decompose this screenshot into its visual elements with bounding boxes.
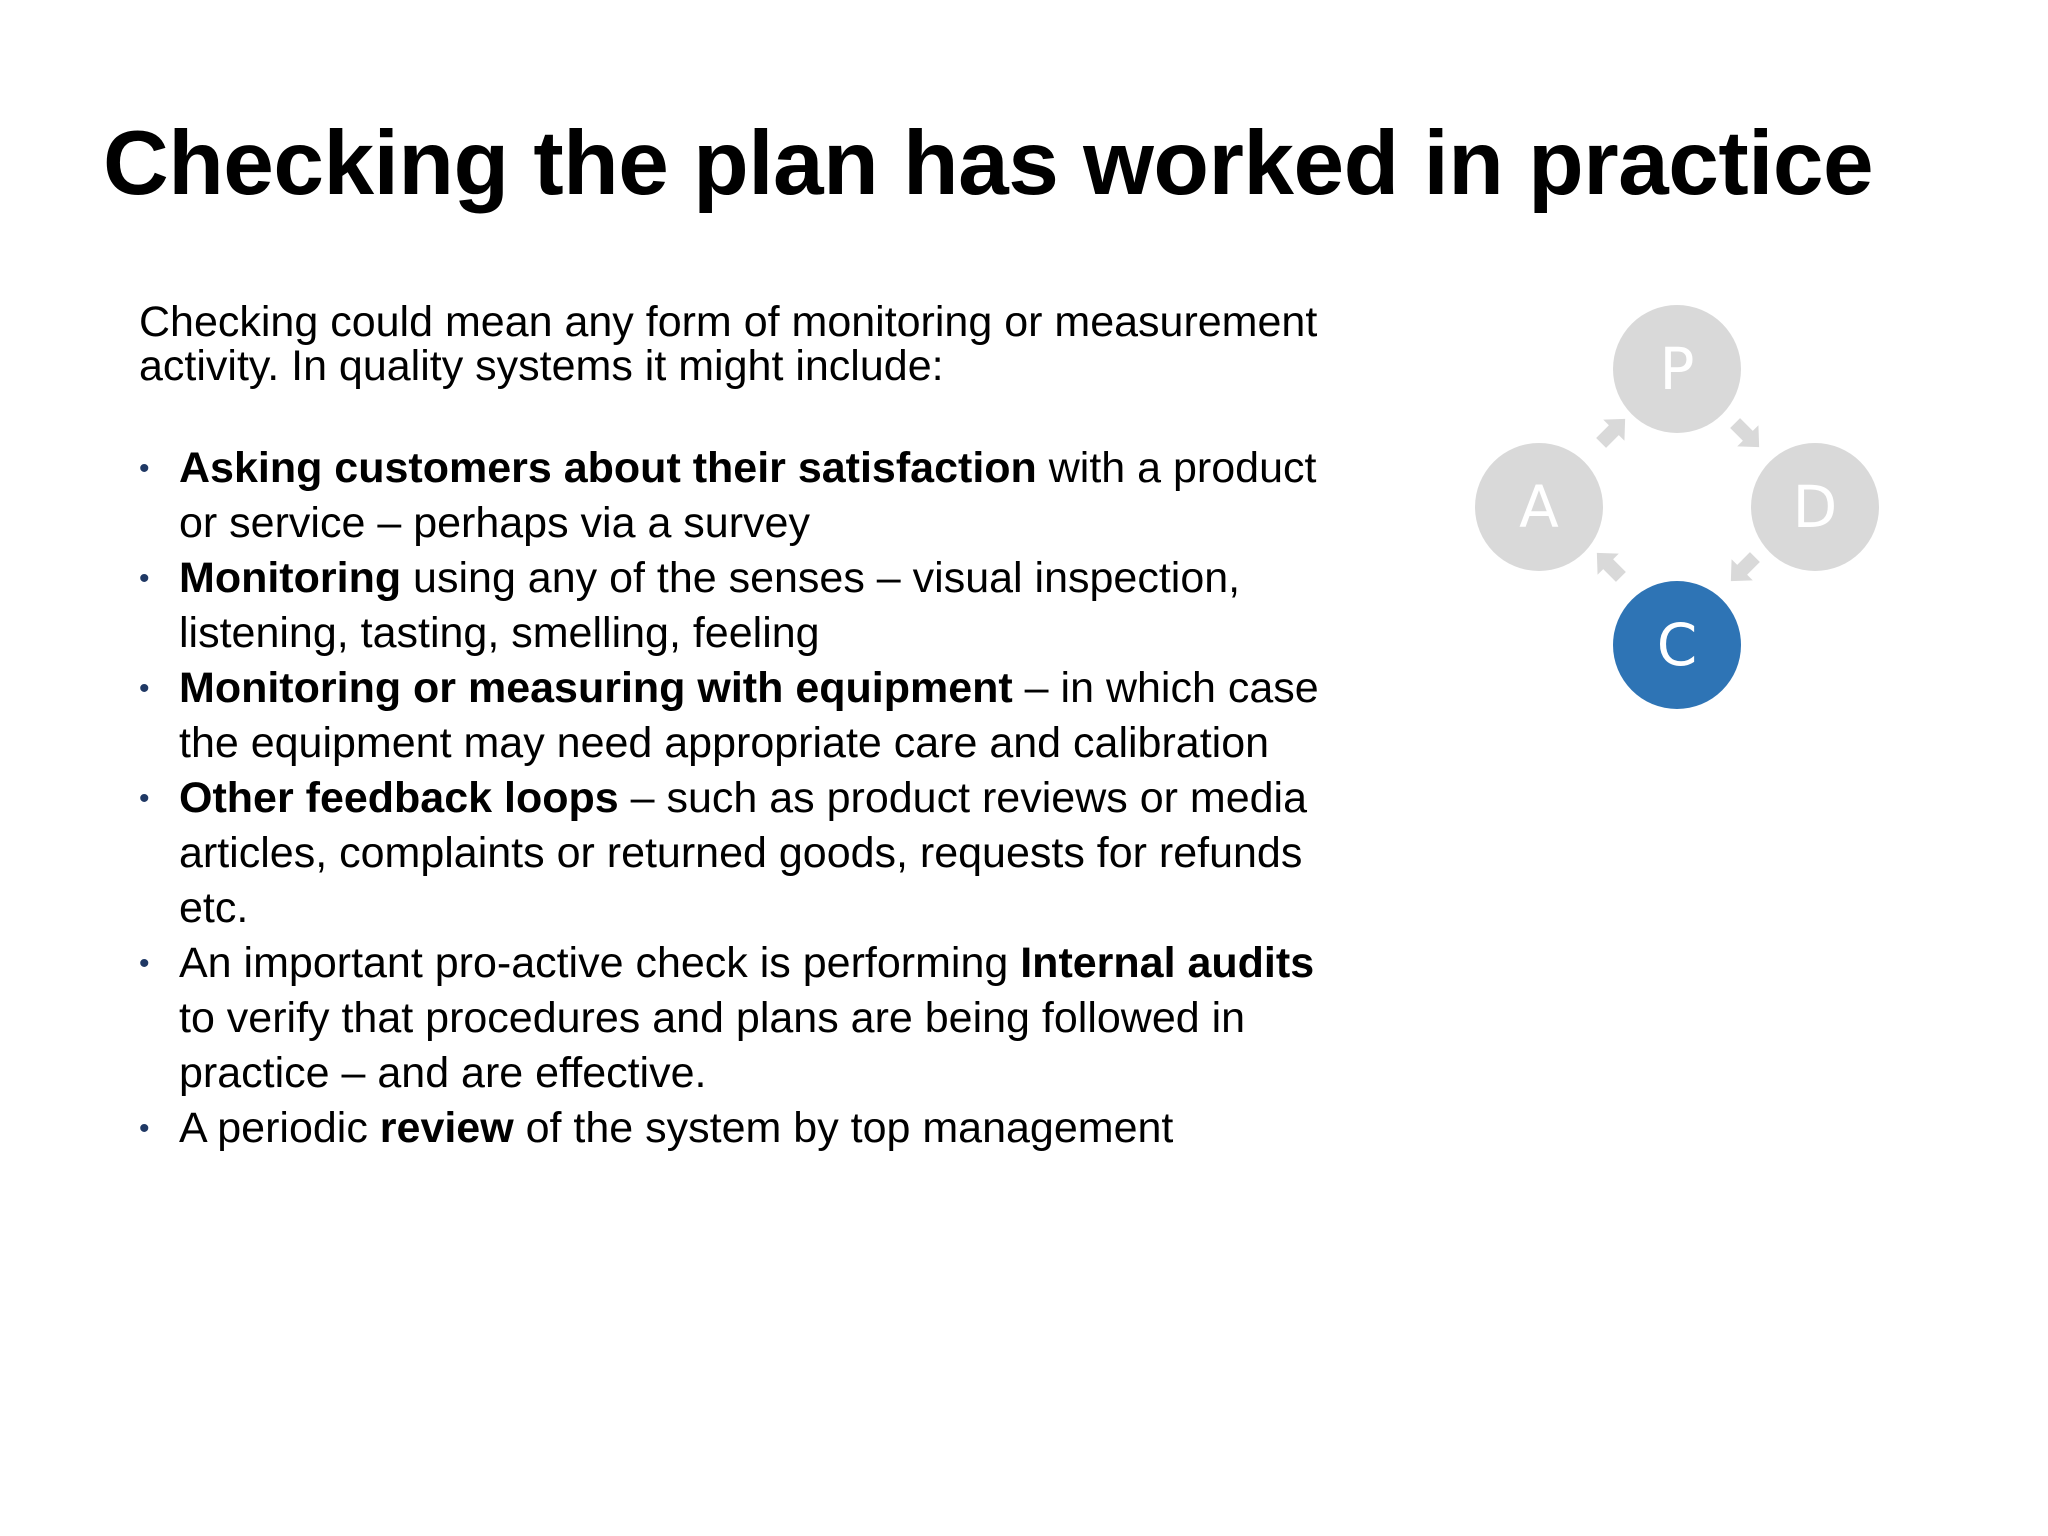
list-item [139, 1101, 1339, 1156]
arrow-act-to-plan [1590, 408, 1635, 453]
bullet-text-after: – in which case the equipment may need appropriate care and calibration [179, 664, 1319, 767]
bullet-emphasis: review [379, 1104, 514, 1152]
bullet-text-after: – such as product reviews or media articles, complaints or returned goods, requests for refunds etc. [179, 774, 1307, 932]
list-item [139, 661, 1339, 771]
pdca-node-act: A [1475, 443, 1603, 571]
bullet-marker: • [139, 452, 150, 485]
pdca-node-plan: P [1613, 305, 1741, 433]
bullet-text-after: with a product or service – perhaps via a survey [179, 444, 1317, 547]
bullet-emphasis: Other feedback loops [179, 774, 619, 822]
bullet-marker: • [139, 672, 150, 705]
bullet-marker: • [139, 947, 150, 980]
intro-paragraph: Checking could mean any form of monitoring or measurement activity. In quality systems it might include: [139, 298, 1318, 390]
list-item [139, 771, 1339, 936]
bullet-text-before: A periodic [179, 1104, 380, 1152]
bullet-text-after: to verify that procedures and plans are being followed in practice – and are effective. [179, 994, 1246, 1097]
bullet-emphasis: Monitoring [179, 554, 402, 602]
bullet-text-after: using any of the senses – visual inspection, listening, tasting, smelling, feeling [179, 554, 1241, 657]
list-item [139, 936, 1339, 1101]
list-item [139, 551, 1339, 661]
arrow-plan-to-do [1724, 412, 1769, 457]
bullet-emphasis: Monitoring or measuring with equipment [179, 664, 1013, 712]
bullet-emphasis: Internal audits [1020, 939, 1315, 987]
bullet-text-before: An important pro-active check is performing [179, 939, 1021, 987]
pdca-cycle-diagram [1460, 300, 1900, 740]
bullet-text-after: of the system by top management [513, 1104, 1174, 1152]
arrow-do-to-check [1720, 546, 1765, 591]
slide-title: Checking the plan has worked in practice [103, 113, 1874, 214]
bullet-marker: • [139, 782, 150, 815]
bullet-marker: • [139, 1112, 150, 1145]
list-item [139, 441, 1339, 551]
bullet-list [139, 441, 1339, 1156]
arrow-check-to-act [1586, 542, 1631, 587]
bullet-marker: • [139, 562, 150, 595]
pdca-node-do: D [1751, 443, 1879, 571]
pdca-node-check: C [1613, 581, 1741, 709]
bullet-emphasis: Asking customers about their satisfaction [179, 444, 1037, 492]
